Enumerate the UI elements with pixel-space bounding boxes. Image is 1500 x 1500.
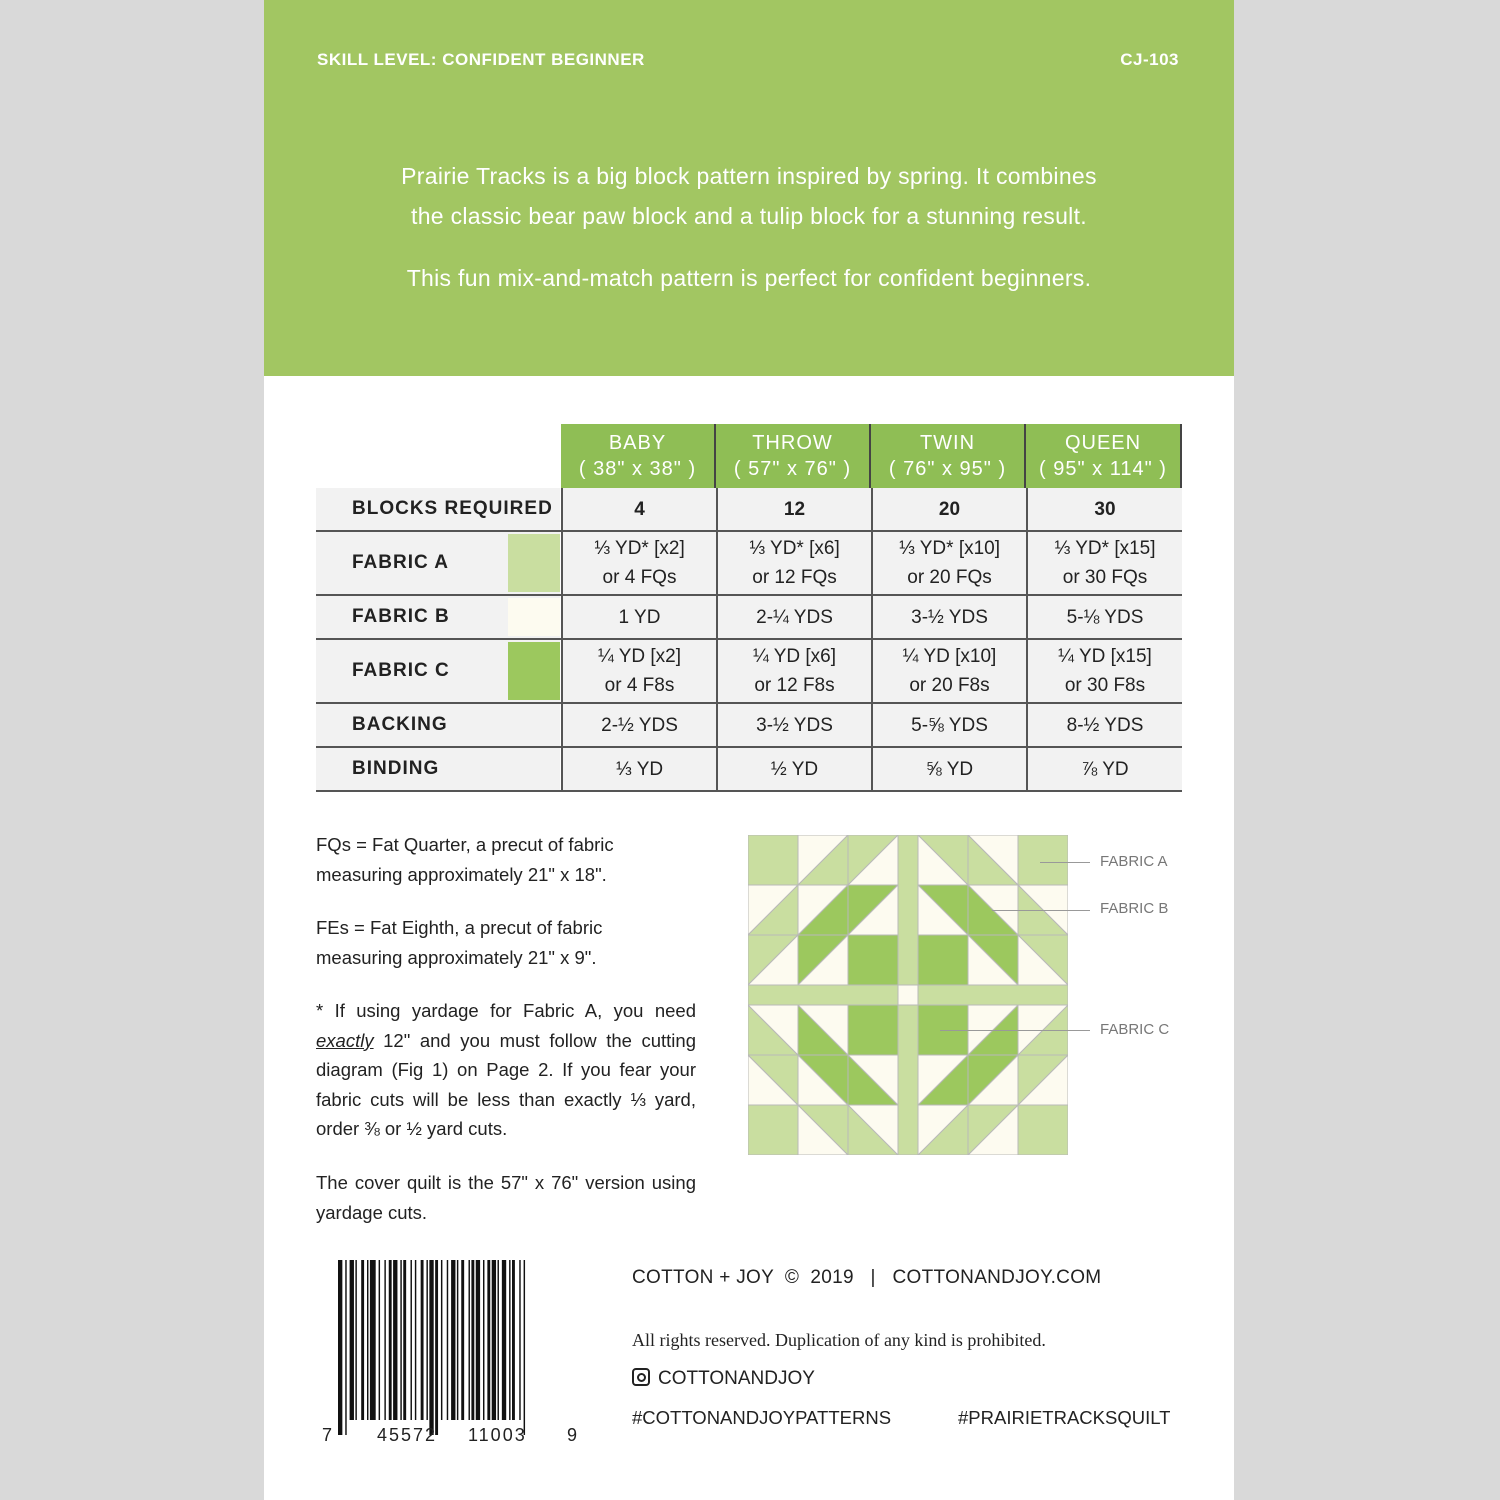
table-row xyxy=(316,532,1182,596)
barcode-bar xyxy=(461,1260,464,1420)
table-cell xyxy=(716,640,871,702)
cell-value: or 20 FQs xyxy=(907,567,992,588)
fe-note-line: FEs = Fat Eighth, a precut of fabric xyxy=(316,917,603,938)
table-cell xyxy=(561,640,716,702)
column-size-name: QUEEN xyxy=(1064,432,1142,454)
barcode-group-1: 45572 xyxy=(377,1425,438,1445)
table-row xyxy=(316,704,1182,748)
barcode-bar xyxy=(338,1260,342,1435)
table-cell xyxy=(871,640,1026,702)
pattern-code: CJ-103 xyxy=(1120,50,1179,69)
quilt-patch xyxy=(848,935,898,985)
row-label xyxy=(316,532,560,594)
table-cell xyxy=(561,488,716,530)
fe-note xyxy=(316,913,696,972)
table-cell xyxy=(871,748,1026,790)
barcode-bar xyxy=(451,1260,455,1420)
quilt-patch xyxy=(848,1005,898,1055)
barcode-digit-left: 7 xyxy=(322,1425,335,1445)
barcode-bar xyxy=(379,1260,380,1420)
barcode-bar xyxy=(367,1260,368,1420)
barcode-bar xyxy=(502,1260,506,1420)
column-header-queen xyxy=(1026,424,1182,488)
fabric-swatch xyxy=(508,642,560,700)
table-cell xyxy=(1026,596,1182,638)
barcode-bar xyxy=(476,1260,480,1420)
barcode-bars xyxy=(336,1260,566,1435)
hashtag-patterns: #COTTONANDJOYPATTERNS xyxy=(632,1407,892,1428)
quilt-patch xyxy=(918,935,968,985)
barcode-bar xyxy=(429,1260,433,1435)
row-label xyxy=(316,488,560,530)
quilt-patch xyxy=(1018,835,1068,885)
table-cell xyxy=(716,532,871,594)
hero-banner xyxy=(264,0,1234,376)
fabric-b-leader xyxy=(992,910,1090,911)
barcode-bar xyxy=(411,1260,412,1420)
row-label xyxy=(316,640,560,702)
cell-value: ¼ YD [x6] xyxy=(752,646,837,667)
cell-value: ¼ YD [x15] xyxy=(1058,646,1152,667)
cell-value: or 4 FQs xyxy=(602,567,677,588)
intro-line-2: the classic bear paw block and a tulip block for a stunning result. xyxy=(411,203,1087,229)
table-cell xyxy=(716,704,871,746)
hashtag-quilt: #PRAIRIETRACKSQUILT xyxy=(958,1407,1171,1428)
intro-paragraph-1 xyxy=(324,156,1174,236)
column-size-name: THROW xyxy=(752,432,833,454)
row-label-text: FABRIC C xyxy=(352,660,450,681)
row-label-text: FABRIC B xyxy=(352,606,450,627)
column-dimensions: ( 76" x 95" ) xyxy=(888,458,1007,480)
barcode-bar xyxy=(384,1260,385,1420)
pattern-back-cover xyxy=(264,0,1234,1500)
quilt-patch xyxy=(898,985,918,1005)
rights-notice: All rights reserved. Duplication of any kind is prohibited. xyxy=(632,1330,1046,1350)
copyright-line: COTTON + JOY © 2019 | COTTONANDJOY.COM xyxy=(632,1267,1102,1288)
table-row xyxy=(316,748,1182,792)
instagram-icon xyxy=(632,1368,650,1386)
table-cell xyxy=(561,532,716,594)
cell-value: ⅓ YD* [x2] xyxy=(594,538,685,559)
cell-value: ⅓ YD* [x6] xyxy=(749,538,840,559)
barcode-bar xyxy=(361,1260,364,1420)
cell-value: 5-⅝ YDS xyxy=(911,714,988,736)
fabric-swatch xyxy=(508,534,560,592)
row-label xyxy=(316,748,560,790)
fabric-a-label: FABRIC A xyxy=(1100,853,1168,870)
barcode-bar xyxy=(421,1260,424,1420)
cell-value: 3-½ YDS xyxy=(756,714,833,736)
cell-value: or 30 F8s xyxy=(1064,675,1146,696)
fe-note-line: measuring approximately 21" x 9". xyxy=(316,946,597,968)
column-dimensions: ( 95" x 114" ) xyxy=(1039,458,1167,480)
table-row xyxy=(316,596,1182,640)
barcode-bar xyxy=(355,1260,356,1420)
table-cell xyxy=(716,488,871,530)
barcode-bar xyxy=(345,1260,346,1435)
row-label xyxy=(316,596,560,638)
cell-value: 2-¼ YDS xyxy=(756,606,833,628)
instagram-handle xyxy=(632,1368,815,1390)
barcode-bar xyxy=(435,1260,438,1435)
fabric-a-leader xyxy=(1040,862,1090,863)
barcode-bar xyxy=(512,1260,515,1420)
table-cell xyxy=(1026,704,1182,746)
barcode-bar xyxy=(400,1260,401,1420)
table-cell xyxy=(716,596,871,638)
column-size-name: TWIN xyxy=(919,432,976,454)
barcode-bar xyxy=(509,1260,510,1420)
cell-value: ½ YD xyxy=(770,758,819,780)
barcode-bar xyxy=(370,1260,376,1420)
barcode-bar xyxy=(469,1260,470,1420)
barcode-bar xyxy=(350,1260,354,1420)
column-dimensions: ( 38" x 38" ) xyxy=(578,458,697,480)
column-header-throw xyxy=(716,424,871,488)
table-cell xyxy=(1026,488,1182,530)
barcode-bar xyxy=(441,1260,442,1420)
table-cell xyxy=(871,532,1026,594)
barcode-bar xyxy=(393,1260,397,1420)
table-cell xyxy=(1026,748,1182,790)
yardage-note-text: * If using yardage for Fabric A, you need xyxy=(316,1000,696,1021)
table-row xyxy=(316,488,1182,532)
barcode-group-2: 11003 xyxy=(468,1425,527,1445)
cell-value: ¼ YD [x10] xyxy=(902,646,997,667)
row-label-text: BLOCKS REQUIRED xyxy=(352,498,553,519)
barcode-bar xyxy=(403,1260,406,1420)
barcode-bar xyxy=(524,1260,525,1435)
table-cell xyxy=(1026,640,1182,702)
instagram-handle-text: COTTONANDJOY xyxy=(658,1368,815,1389)
yardage-note xyxy=(316,996,696,1144)
table-cell xyxy=(561,704,716,746)
exactly-emphasis: exactly xyxy=(316,1029,374,1051)
barcode-bar xyxy=(471,1260,474,1420)
table-cell xyxy=(1026,532,1182,594)
fq-note-line: measuring approximately 21" x 18". xyxy=(316,863,607,885)
barcode-bar xyxy=(426,1260,427,1420)
table-cell xyxy=(561,596,716,638)
cell-value: 8-½ YDS xyxy=(1066,714,1144,736)
table-cell xyxy=(716,748,871,790)
cell-value: ⅝ YD xyxy=(925,758,974,780)
barcode xyxy=(336,1260,586,1440)
yardage-note-text: 12" and you must follow the cutting diagram (Fig 1) on Page 2. If you fear your fabric cuts will be less than exactly ⅓ yard, order ⅜ or ½ yard cuts. xyxy=(316,1029,696,1139)
cell-value: or 30 FQs xyxy=(1062,567,1148,588)
quilt-patch xyxy=(748,835,798,885)
barcode-bar xyxy=(498,1260,499,1420)
barcode-bar xyxy=(389,1260,392,1420)
cell-value: ¼ YD [x2] xyxy=(597,646,682,667)
table-row xyxy=(316,640,1182,704)
cell-value: 1 YD xyxy=(618,606,661,628)
barcode-bar xyxy=(457,1260,458,1420)
row-label-text: BINDING xyxy=(352,758,440,779)
fabric-swatch xyxy=(508,598,560,636)
skill-level: SKILL LEVEL: CONFIDENT BEGINNER xyxy=(317,50,645,69)
table-cell xyxy=(871,488,1026,530)
cell-value: or 4 F8s xyxy=(604,675,675,696)
cell-value: 12 xyxy=(783,498,806,520)
column-dimensions: ( 57" x 76" ) xyxy=(733,458,852,480)
cell-value: or 20 F8s xyxy=(909,675,990,696)
quilt-block-diagram xyxy=(748,835,1068,1160)
column-header-twin xyxy=(871,424,1026,488)
fabric-c-leader xyxy=(940,1030,1090,1031)
cell-value: ⅓ YD* [x10] xyxy=(898,538,1001,559)
cell-value: or 12 F8s xyxy=(754,675,835,696)
table-cell xyxy=(871,596,1026,638)
cell-value: ⅓ YD* [x15] xyxy=(1054,538,1156,559)
fq-note xyxy=(316,830,696,889)
barcode-bar xyxy=(487,1260,490,1420)
cell-value: 30 xyxy=(1094,498,1116,520)
cell-value: or 12 FQs xyxy=(752,567,837,588)
fq-note-line: FQs = Fat Quarter, a precut of fabric xyxy=(316,834,614,855)
barcode-digit-right: 9 xyxy=(567,1425,580,1445)
barcode-bar xyxy=(415,1260,416,1420)
quilt-patch xyxy=(1018,1105,1068,1155)
cell-value: ⅓ YD xyxy=(615,758,664,780)
cell-value: 4 xyxy=(634,498,645,520)
cell-value: 2-½ YDS xyxy=(601,714,678,736)
table-cell xyxy=(871,704,1026,746)
barcode-bar xyxy=(447,1260,448,1420)
barcode-bar xyxy=(483,1260,484,1420)
intro-paragraph-2: This fun mix-and-match pattern is perfect for confident beginners. xyxy=(406,265,1092,291)
barcode-bar xyxy=(519,1260,520,1420)
row-label-text: BACKING xyxy=(352,714,448,735)
cell-value: ⅞ YD xyxy=(1081,758,1129,780)
cell-value: 5-⅛ YDS xyxy=(1066,606,1144,628)
table-cell xyxy=(561,748,716,790)
column-size-name: BABY xyxy=(608,432,667,454)
intro-line-1: Prairie Tracks is a big block pattern inspired by spring. It combines xyxy=(401,163,1097,189)
cell-value: 3-½ YDS xyxy=(911,606,988,628)
barcode-bar xyxy=(492,1260,496,1420)
cover-note: The cover quilt is the 57" x 76" version using yardage cuts. xyxy=(316,1172,696,1223)
cell-value: 20 xyxy=(938,498,961,520)
quilt-block-svg xyxy=(748,835,1068,1155)
row-label-text: FABRIC A xyxy=(352,552,450,573)
fabric-b-label: FABRIC B xyxy=(1100,900,1169,917)
fabric-c-label: FABRIC C xyxy=(1100,1021,1170,1038)
row-label xyxy=(316,704,560,746)
quilt-patch xyxy=(748,1105,798,1155)
column-header-baby xyxy=(561,424,716,488)
